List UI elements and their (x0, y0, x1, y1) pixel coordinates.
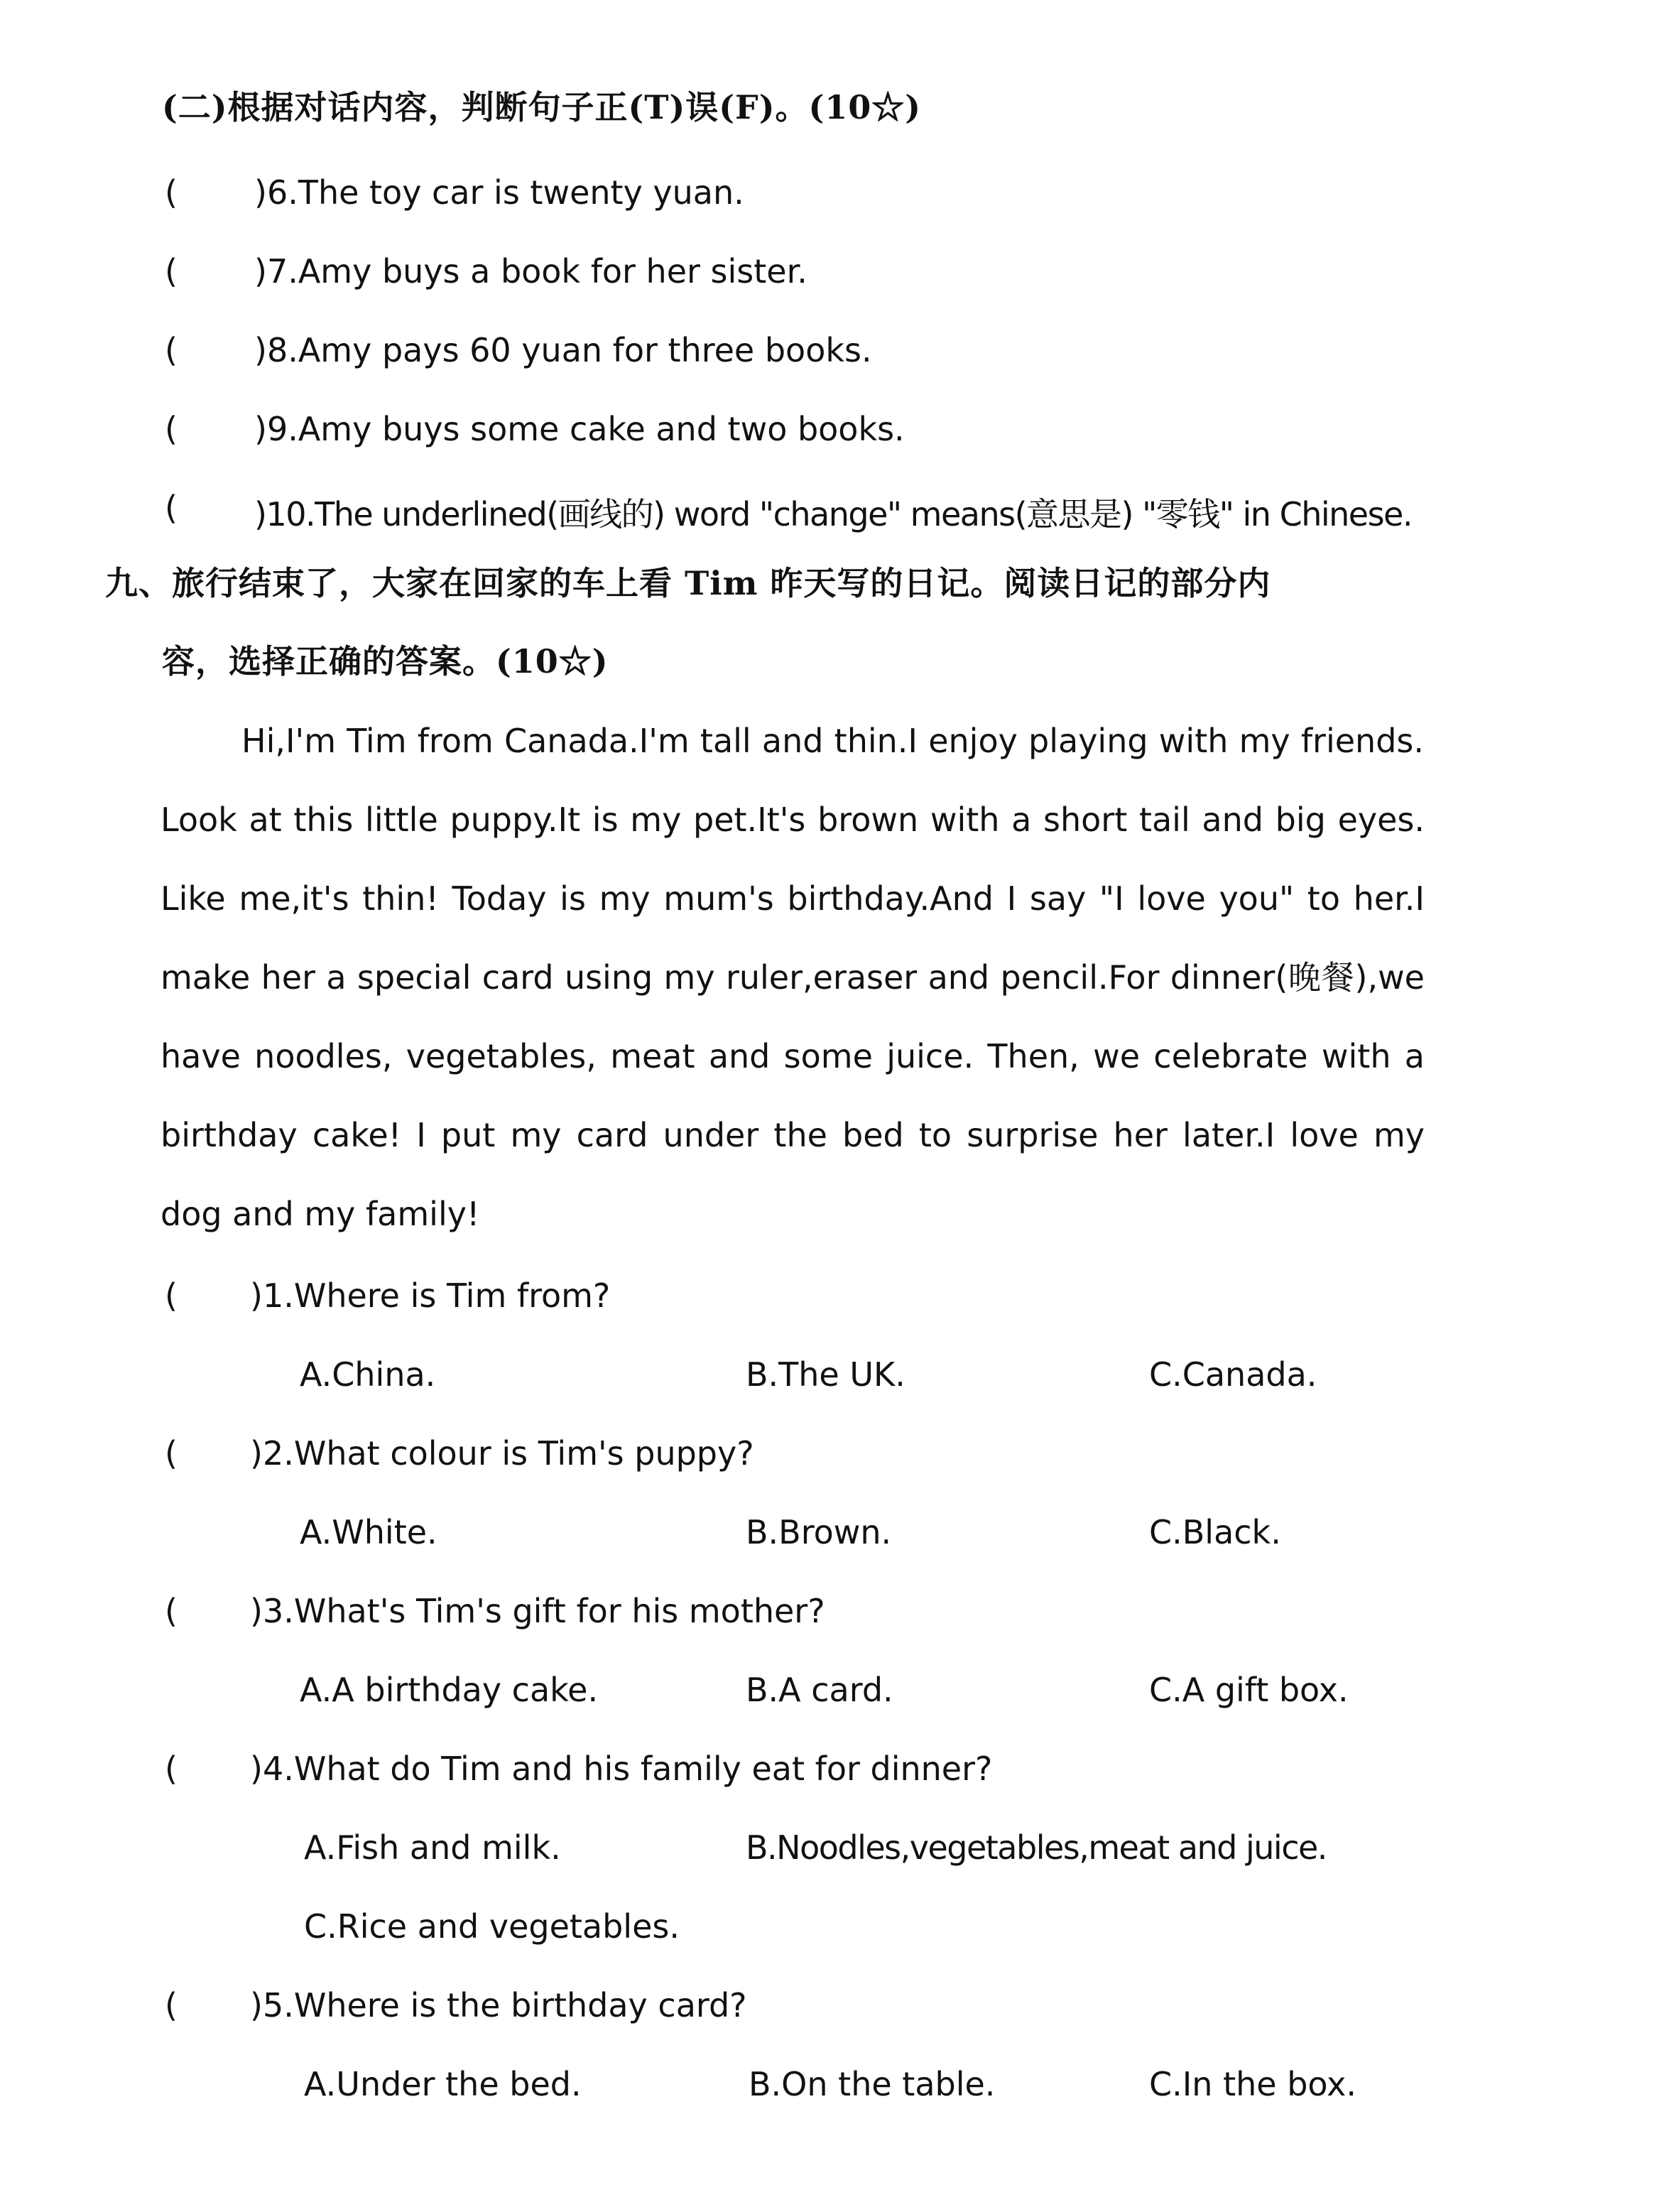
passage-line-7: dog and my family! (161, 1195, 480, 1233)
item-text: )6.The toy car is twenty yuan. (254, 173, 744, 212)
question-text: )3.What's Tim's gift for his mother? (250, 1592, 825, 1630)
option-b[interactable]: B.Brown. (746, 1513, 892, 1551)
part2-heading: (二)根据对话内容，判断句子正(T)误(F)。(10☆) (162, 88, 922, 126)
option-b[interactable]: B.Noodles,vegetables,meat and juice. (746, 1828, 1327, 1867)
item-text: )10.The underlined(画线的) word "change" means(意思是) "零钱" in Chinese. (254, 495, 1412, 533)
answer-blank-open[interactable]: ( (165, 489, 178, 527)
item-text: )7.Amy buys a book for her sister. (254, 252, 807, 291)
item-text: )9.Amy buys some cake and two books. (254, 410, 905, 448)
answer-blank-open[interactable]: ( (165, 331, 178, 369)
option-a[interactable]: A.China. (300, 1355, 436, 1394)
answer-blank-open[interactable]: ( (165, 252, 178, 291)
answer-blank-open[interactable]: ( (165, 1592, 178, 1630)
option-a[interactable]: A.A birthday cake. (300, 1671, 599, 1709)
answer-blank-open[interactable]: ( (165, 1276, 178, 1315)
question-text: )2.What colour is Tim's puppy? (250, 1434, 754, 1473)
answer-blank-open[interactable]: ( (165, 410, 178, 448)
question-text: )5.Where is the birthday card? (250, 1986, 747, 2024)
section9-heading-line1: 九、旅行结束了，大家在回家的车上看 Tim 昨天写的日记。阅读日记的部分内 (105, 564, 1271, 602)
passage-line-4: make her a special card using my ruler,eraser and pencil.For dinner(晚餐),we (161, 958, 1425, 997)
passage-line-1: Hi,I'm Tim from Canada.I'm tall and thin.I enjoy playing with my friends. (241, 722, 1424, 760)
option-b[interactable]: B.A card. (746, 1671, 893, 1709)
passage-line-3: Like me,it's thin! Today is my mum's birthday.And I say "I love you" to her.I (161, 879, 1425, 918)
passage-line-2: Look at this little puppy.It is my pet.It's brown with a short tail and big eyes. (161, 801, 1425, 839)
option-b[interactable]: B.The UK. (746, 1355, 905, 1394)
option-c[interactable]: C.In the box. (1149, 2065, 1356, 2103)
answer-blank-open[interactable]: ( (165, 1434, 178, 1473)
option-c[interactable]: C.A gift box. (1149, 1671, 1349, 1709)
option-c[interactable]: C.Rice and vegetables. (304, 1907, 680, 1946)
item-text: )8.Amy pays 60 yuan for three books. (254, 331, 872, 369)
answer-blank-open[interactable]: ( (165, 1750, 178, 1788)
option-a[interactable]: A.White. (300, 1513, 437, 1551)
answer-blank-open[interactable]: ( (165, 1986, 178, 2024)
passage-line-5: have noodles, vegetables, meat and some juice. Then, we celebrate with a (161, 1037, 1425, 1075)
option-c[interactable]: C.Black. (1149, 1513, 1281, 1551)
option-c[interactable]: C.Canada. (1149, 1355, 1317, 1394)
option-a[interactable]: A.Fish and milk. (304, 1828, 561, 1867)
answer-blank-open[interactable]: ( (165, 173, 178, 212)
section9-heading-line2: 容，选择正确的答案。(10☆) (162, 642, 609, 681)
passage-line-6: birthday cake! I put my card under the bed to surprise her later.I love my (161, 1116, 1425, 1154)
option-a[interactable]: A.Under the bed. (304, 2065, 582, 2103)
question-text: )1.Where is Tim from? (250, 1276, 611, 1315)
option-b[interactable]: B.On the table. (749, 2065, 996, 2103)
question-text: )4.What do Tim and his family eat for dinner? (250, 1750, 993, 1788)
